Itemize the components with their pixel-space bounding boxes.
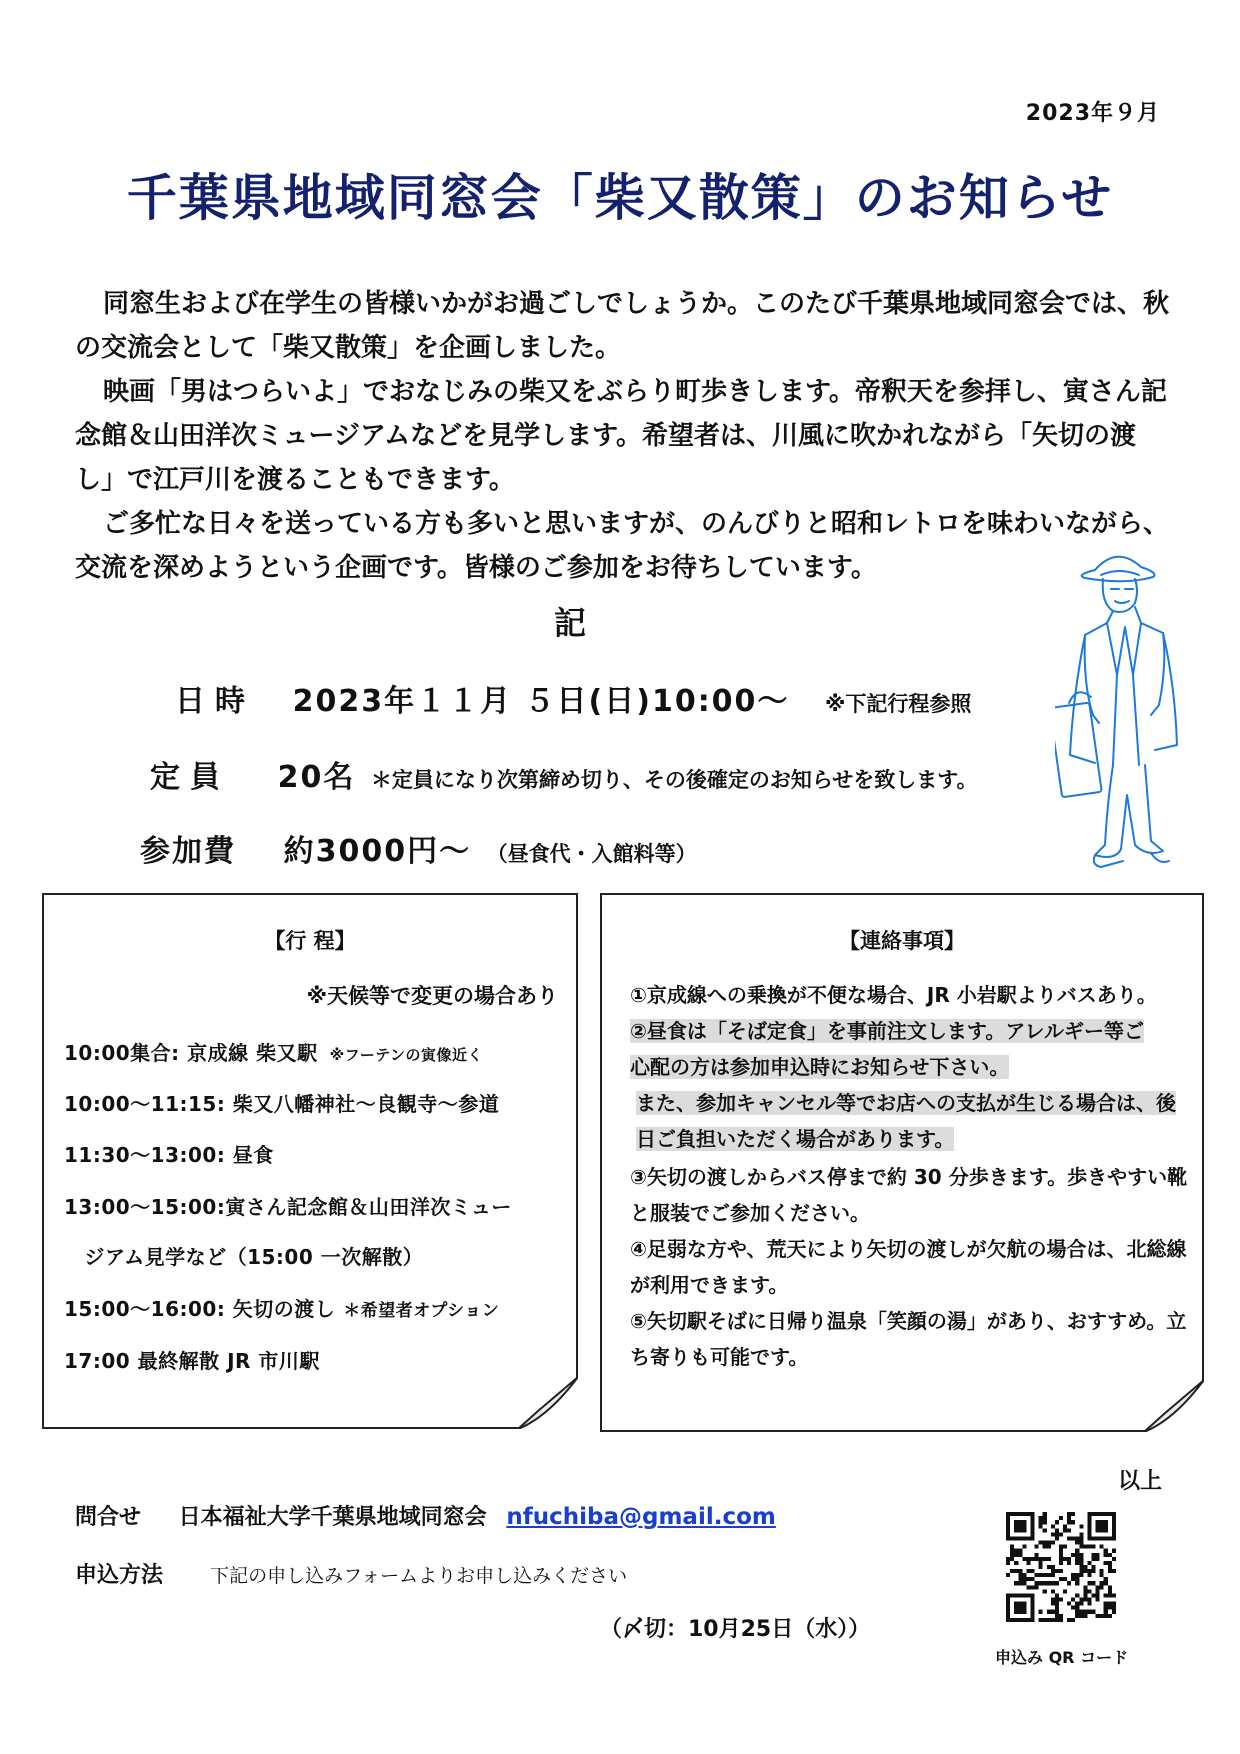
schedule-item [64,1241,423,1270]
schedule-item [64,1293,499,1322]
detail-datetime [175,676,971,720]
schedule-item-text: 17:00 最終解散 JR 市川駅 [64,1349,320,1373]
page-curl-icon [518,1377,578,1429]
schedule-item [64,1088,499,1117]
ki-heading: 記 [553,604,586,642]
qr-code-icon[interactable] [1002,1508,1120,1626]
contact-note-item [630,1013,1150,1085]
schedule-title: 【行 程】 [264,929,356,953]
schedule-box [42,893,578,1429]
detail-note: （昼食代・入館料等） [486,842,697,866]
schedule-item-text: ジアム見学など（15:00 一次解散） [64,1245,424,1269]
detail-value: 2023年１１月 ５日(日)10:00～ [292,684,790,719]
schedule-item [64,1037,483,1066]
detail-note: ※下記行程参照 [825,692,972,716]
contact-notes-body [602,895,1202,1375]
apply-text: 下記の申し込みフォームよりお申し込みください [210,1565,628,1587]
contact-note-item: ④足弱な方や、荒天により矢切の渡しが欠航の場合は、北総線が利用できます。 [630,1237,1187,1297]
tora-san-line-drawing-icon [1055,545,1185,875]
contact-notes-box [600,893,1204,1432]
contact-note-item: ⑤矢切駅そばに日帰り温泉「笑顔の湯」があり、おすすめ。立ち寄りも可能です。 [630,1309,1187,1369]
issue-date: 2023年９月 [1025,101,1160,126]
schedule-item-text: 10:00集合: 京成線 柴又駅 [64,1041,318,1065]
deadline: （〆切：10月25日（水）） [600,1617,871,1642]
schedule-item-subnote: ※フーテンの寅像近く [329,1046,483,1064]
contact-note-item: ③矢切の渡しからバス停まで約 30 分歩きます。歩きやすい靴と服装でご参加ください。 [630,1165,1188,1225]
detail-note: ＊定員になり次第締め切り、その後確定のお知らせを致します。 [370,768,978,792]
apply-row [75,1558,627,1589]
detail-label: 定員 [150,760,230,795]
intro-paragraph: 映画「男はつらいよ」でおなじみの柴又をぶらり町歩きします。帝釈天を参拝し、寅さん記念館＆山田洋次ミュージアムなどを見学します。希望者は、川風に吹かれながら「矢切の渡し」で江戸川を渡ることもできます。 [75,377,1167,495]
schedule-item-text: 13:00～15:00:寅さん記念館＆山田洋次ミュー [64,1195,512,1219]
detail-value: 約3000円～ [283,834,472,869]
contact-note-item [636,1085,1176,1157]
inquiry-row [75,1500,776,1531]
schedule-item-text: 10:00～11:15: 柴又八幡神社～良観寺～参道 [64,1092,500,1116]
closing-mark: 以上 [1117,1469,1162,1494]
apply-label: 申込方法 [75,1563,164,1588]
intro-paragraph: 同窓生および在学生の皆様いかがお過ごしでしょうか。このたび千葉県地域同窓会では、秋の交流会として「柴又散策」を企画しました。 [75,289,1170,363]
schedule-item-text: 11:30～13:00: 昼食 [64,1143,274,1167]
detail-capacity [150,752,978,796]
intro-text [75,282,1175,590]
contact-note-item: ①京成線への乗換が不便な場合、JR 小岩駅よりバスあり。 [630,983,1157,1007]
page-curl-icon [1144,1380,1204,1432]
schedule-item [64,1345,320,1374]
schedule-item-option: ＊希望者オプション [343,1301,500,1321]
inquiry-label: 問合せ [75,1505,142,1530]
detail-label: 日時 [175,684,255,719]
schedule-item [64,1191,512,1220]
schedule-item [64,1139,274,1168]
detail-fee [140,826,697,870]
inquiry-email-link[interactable]: nfuchiba@gmail.com [506,1504,776,1530]
contact-notes-title: 【連絡事項】 [839,929,965,953]
inquiry-org: 日本福祉大学千葉県地域同窓会 [178,1505,487,1530]
schedule-note: ※天候等で変更の場合あり [306,984,558,1008]
page-title: 千葉県地域同窓会「柴又散策」のお知らせ [126,169,1114,227]
detail-label: 参加費 [140,834,236,869]
contact-note-highlighted: また、参加キャンセル等でお店への支払が生じる場合は、後日ご負担いただく場合があります。 [636,1091,1176,1151]
intro-paragraph: ご多忙な日々を送っている方も多いと思いますが、のんびりと昭和レトロを味わいながら、交流を深めようという企画です。皆様のご参加をお待ちしています。 [75,509,1170,583]
detail-value: 20名 [277,760,356,795]
schedule-item-text: 15:00～16:00: 矢切の渡し [64,1297,336,1321]
contact-note-highlighted: ②昼食は「そば定食」を事前注文します。アレルギー等ご心配の方は参加申込時にお知らせ下さい。 [630,1019,1145,1079]
qr-code-label: 申込み QR コード [995,1648,1129,1667]
